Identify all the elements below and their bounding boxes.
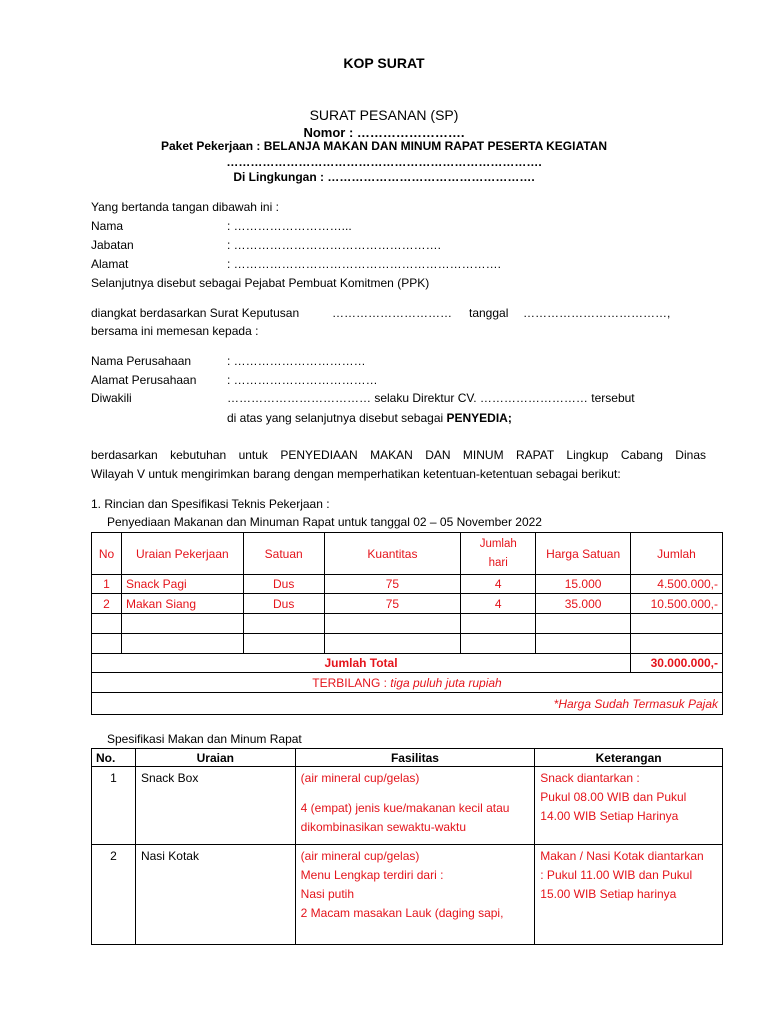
keterangan-line: 14.00 WIB Setiap Harinya: [540, 809, 679, 823]
cell-satuan: Dus: [243, 594, 324, 614]
keterangan-line: Makan / Nasi Kotak diantarkan: [540, 849, 704, 863]
penyedia-text: di atas yang selanjutnya disebut sebagai: [227, 411, 447, 425]
nomor: Nomor : …………………….: [303, 125, 465, 140]
paket-pekerjaan: Paket Pekerjaan : BELANJA MAKAN DAN MINUM RAPAT PESERTA KEGIATAN: [160, 139, 608, 153]
spec-table-header: [92, 749, 723, 767]
cell-uraian: Snack Box: [135, 767, 295, 845]
cell-jumlah-hari: 4: [461, 594, 536, 614]
terbilang-value: tiga puluh juta rupiah: [390, 675, 502, 690]
section1-title: 1. Rincian dan Spesifikasi Teknis Pekerjaan :: [91, 497, 330, 511]
ppk-text: Selanjutnya disebut sebagai Pejabat Pembuat Komitmen (PPK): [91, 276, 430, 290]
header-uraian: Uraian Pekerjaan: [121, 533, 243, 575]
header-jumlah-hari: Jumlah hari: [461, 533, 536, 575]
cell-uraian: Nasi Kotak: [135, 845, 295, 945]
keterangan-line: 15.00 WIB Setiap harinya: [540, 887, 677, 901]
fasilitas-line: Nasi putih: [300, 887, 355, 901]
order-table-header: [92, 533, 723, 575]
order-table: [91, 532, 723, 715]
cell-harga-satuan: 35.000: [536, 594, 631, 614]
diwakili-label: Diwakili: [91, 391, 132, 405]
cell-satuan: Dus: [243, 575, 324, 594]
nama-value: : ………………………...: [227, 219, 352, 233]
alamat-perusahaan-label: Alamat Perusahaan: [91, 373, 197, 387]
keterangan-line: Snack diantarkan :: [540, 771, 640, 785]
terbilang: [92, 673, 723, 693]
tax-note: *Harga Sudah Termasuk Pajak: [92, 693, 723, 715]
appointment-tanggal: tanggal: [469, 306, 509, 320]
cell-keterangan: [535, 845, 723, 945]
cell-no: 2: [92, 845, 136, 945]
nama-perusahaan-value: : ……………………………: [227, 354, 366, 368]
appointment-text: diangkat berdasarkan Surat Keputusan: [91, 306, 300, 320]
empty-row: [92, 614, 723, 634]
cell-no: 1: [92, 575, 122, 594]
fasilitas-line: Menu Lengkap terdiri dari :: [300, 868, 444, 882]
section1-subtitle: Penyediaan Makanan dan Minuman Rapat untuk tanggal 02 – 05 November 2022: [107, 515, 542, 529]
diwakili-value: ……………………………… selaku Direktur CV. ……………………… tersebut: [227, 391, 635, 405]
header-jumlah: Jumlah: [631, 533, 723, 575]
alamat-perusahaan-value: : ………………………………: [227, 373, 378, 387]
table-row: [92, 594, 723, 614]
table-row: [92, 767, 723, 845]
fasilitas-line: dikombinasikan sewaktu-waktu: [300, 820, 467, 834]
fasilitas-line: 4 (empat) jenis kue/makanan kecil atau: [300, 801, 510, 815]
cell-jumlah: 10.500.000,-: [631, 594, 723, 614]
memesan-text: bersama ini memesan kepada :: [91, 324, 259, 338]
alamat-label: Alamat: [91, 257, 129, 271]
table-row: [92, 575, 723, 594]
spec-table: [91, 748, 723, 945]
empty-row: [92, 634, 723, 654]
header-keterangan: Keterangan: [535, 749, 723, 767]
cell-fasilitas: [295, 767, 535, 845]
total-value: 30.000.000,-: [631, 654, 723, 673]
cell-jumlah: 4.500.000,-: [631, 575, 723, 594]
fasilitas-line: 2 Macam masakan Lauk (daging sapi,: [300, 906, 504, 920]
penyedia-line: [227, 411, 512, 425]
cell-kuantitas: 75: [324, 594, 461, 614]
cell-uraian: Makan Siang: [121, 594, 243, 614]
keterangan-line: : Pukul 11.00 WIB dan Pukul: [540, 868, 693, 882]
header-kuantitas: Kuantitas: [324, 533, 461, 575]
header-satuan: Satuan: [243, 533, 324, 575]
cell-fasilitas: [295, 845, 535, 945]
fasilitas-line: (air mineral cup/gelas): [300, 849, 420, 863]
nama-label: Nama: [91, 219, 124, 233]
note-row: [92, 693, 723, 715]
fasilitas-gap: [301, 788, 530, 799]
header-harga-satuan: Harga Satuan: [536, 533, 631, 575]
header-no: No: [92, 533, 122, 575]
cell-no: 1: [92, 767, 136, 845]
appointment-dots: …………………………: [332, 306, 452, 320]
keterangan-line: Pukul 08.00 WIB dan Pukul: [540, 790, 687, 804]
header-fasilitas: Fasilitas: [295, 749, 535, 767]
cell-keterangan: [535, 767, 723, 845]
cell-jumlah-hari: 4: [461, 575, 536, 594]
header-uraian: Uraian: [135, 749, 295, 767]
cell-harga-satuan: 15.000: [536, 575, 631, 594]
total-row: [92, 654, 723, 673]
di-lingkungan: Di Lingkungan : …………………………………………….: [233, 170, 535, 184]
alamat-value: : ………………………………………………………….: [227, 257, 502, 271]
signer-intro: Yang bertanda tangan dibawah ini :: [91, 200, 279, 214]
cell-uraian: Snack Pagi: [121, 575, 243, 594]
jabatan-value: : …………………………………………….: [227, 238, 442, 252]
fasilitas-line: (air mineral cup/gelas): [300, 771, 420, 785]
cell-kuantitas: 75: [324, 575, 461, 594]
section2-title: Spesifikasi Makan dan Minum Rapat: [107, 732, 302, 746]
purpose-line-2: Wilayah V untuk mengirimkan barang dengan memperhatikan ketentuan-ketentuan sebagai berikut:: [91, 467, 621, 481]
paket-dots: …………………………………………………………………….: [226, 155, 542, 169]
table-row: [92, 845, 723, 945]
jabatan-label: Jabatan: [91, 238, 134, 252]
kop-surat: KOP SURAT: [343, 55, 425, 71]
purpose-line-1: berdasarkan kebutuhan untuk PENYEDIAAN MAKAN DAN MINUM RAPAT Lingkup Cabang Dinas: [91, 448, 706, 462]
header-no: No.: [92, 749, 136, 767]
total-label: Jumlah Total: [92, 654, 631, 673]
nama-perusahaan-label: Nama Perusahaan: [91, 354, 192, 368]
penyedia-bold: PENYEDIA;: [446, 411, 512, 425]
terbilang-row: [92, 673, 723, 693]
document-title: SURAT PESANAN (SP): [309, 107, 459, 123]
cell-no: 2: [92, 594, 122, 614]
appointment-date-dots: ………………………………,: [523, 306, 671, 320]
terbilang-label: TERBILANG :: [312, 675, 391, 690]
